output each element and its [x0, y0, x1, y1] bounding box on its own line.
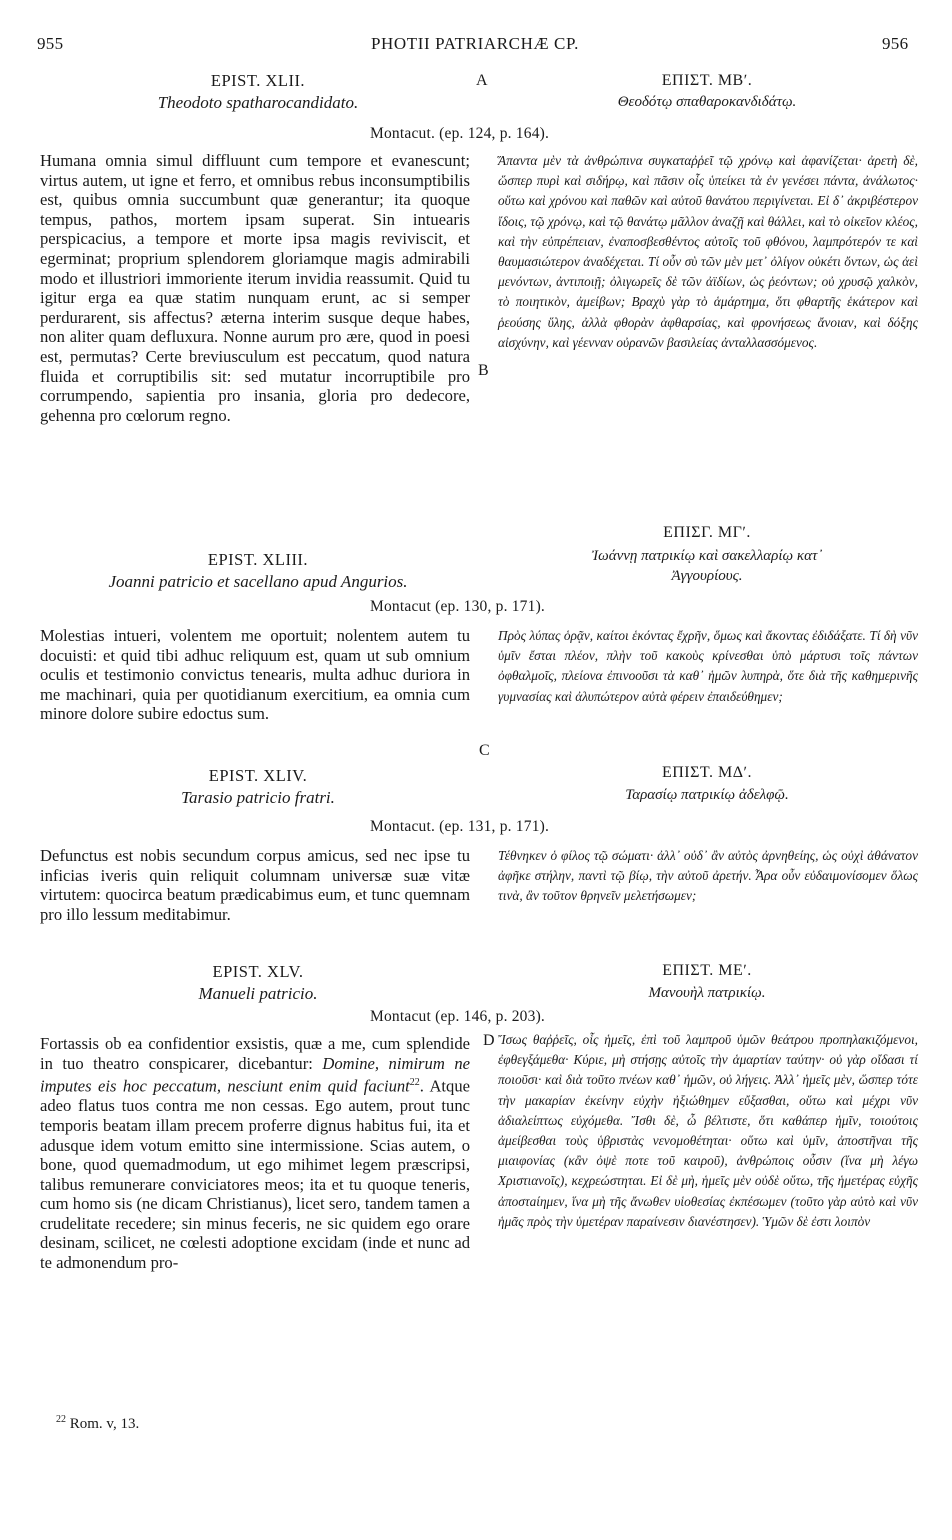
greek-heading: ΕΠΙΣΓ. ΜΓʹ.: [663, 524, 751, 541]
greek-recipient: Μανουὴλ πατρικίῳ.: [648, 985, 766, 1001]
footnote-text: Rom. v, 13.: [69, 1416, 140, 1432]
latin-text-part-a: Fortassis ob ea confidentior exsistis, quæ a me, cum splendide in tuo theatro conspicarer, dicebantur:: [40, 1034, 470, 1073]
footnote-reference: 22: [409, 1077, 420, 1089]
greek-text: Τέθνηκεν ὁ φίλος τῷ σώματι· ἀλλ᾽ οὐδ᾽ ἂν αὐτὸς ἀρνηθείης, ὡς οὐχὶ ἀθάνατον ἀφῆκε στήλην, παντὶ τῷ βίῳ, τὴν αὐτοῦ ἀρετήν. Ἆρα οὖν εὐδαιμονίσομεν ὅλως τινὰ, ἂν τοῦτον θρηνεῖν μελετήσωμεν;: [498, 848, 918, 904]
running-title: PHOTII PATRIARCHÆ CP.: [371, 34, 579, 53]
latin-text: Defunctus est nobis secundum corpus amicus, sed nec ipse tu inficias iveris quin reliquit columnam universæ suæ vitæ virtutem: quocirca beatum prædicabimus eum, et tunc quemnam pro illo lessum meditabimur.: [40, 846, 470, 924]
greek-recipient-line2: Ἀγγουρίους.: [671, 568, 743, 584]
greek-text: Πρὸς λύπας ὁρᾷν, καίτοι ἑκόντας ἔχρῆν, ὅμως καὶ ἄκοντας ἐδιδάξατε. Τί δὴ νῦν ὑμῖν ἔσται πλέον, πλὴν τοῦ κακοὺς κρίνεσθαι ὑπὸ μάρτυσι τοῖς πάντων ὀφθαλμοῖς, πλείονα ἐπινοοῦσι τὰ καθ᾽ ἡμῶν λυπηρὰ, ὅτε διὰ τῆς καθημερινῆς γυμνασίας καὶ ἀλυπώτερον αὐτὰ φέρειν ἐπαιδεύθημεν;: [498, 628, 918, 704]
montacut-reference: Montacut (ep. 130, p. 171).: [370, 598, 546, 615]
latin-recipient: Manueli patricio.: [198, 984, 318, 1003]
margin-mark-c: C: [479, 742, 490, 759]
greek-recipient: Ταρασίῳ πατρικίῳ ἀδελφῷ.: [625, 787, 789, 803]
margin-mark-d: D: [483, 1032, 495, 1049]
latin-recipient: Tarasio patricio fratri.: [181, 788, 335, 807]
latin-recipient: Theodoto spatharocandidato.: [157, 93, 359, 112]
greek-text: Ἴσως θαῤῥεῖς, οἷς ἡμεῖς, ἐπὶ τοῦ λαμπροῦ ὑμῶν θεάτρου προπηλακιζόμενοι, ἐφθεγξάμεθα· Κύριε, μὴ στήσῃς αὐτοῖς τὴν ἁμαρτίαν ταύτην· οὐ γὰρ οἴδασι τί ποιοῦσι· καὶ διὰ τοῦτο πνέων καθ᾽ ἡμῶν, οὐ λήγεις. Ἀλλ᾽ ἡμεῖς μὲν, ὥσπερ τότε τὴν μακαρίαν ἐκείνην εὐχὴν ἠξιώθημεν εὔξασθαι, οὕτω καὶ μέχρι νῦν ἀδιαλείπτως εὐχόμεθα. Ἴσθι δὲ, ὦ βέλτιστε, ὅτι καθάπερ ἡμῖν, τοιούτοις ἀμείβεσθαι τοὺς ὑβριστὰς νενομοθέτηται· οὕτω καὶ ὑμῖν, ἀποστῆναι τῆς μιαιφονίας (κἂν ὀψὲ ποτε τοῦ καιροῦ), ἀνθρώποις οὖσιν (ἵνα μὴ λέγω Χριστιανοῖς), κεχρεώστηται. Εἰ δὲ μὴ, ἡμεῖς μὲν οὐδὲ οὕτω, τῆς ἡμετέρας εὐχῆς ἀποστaίημεν, ἵνα μὴ τῆς ἄνωθεν υἱοθεσίας ἐκπέσωμεν (τοῦτο γὰρ αὐτὸ καὶ νῦν ἡμᾶς πρὸς τὴν ὑμετέραν παραίνεσιν διανέστησεν). Ὑμῶν δὲ ἐστι λοιπὸν: [498, 1032, 918, 1229]
greek-heading: ΕΠΙΣΤ. ΜΔʹ.: [661, 764, 753, 781]
margin-mark-b: B: [478, 362, 489, 379]
greek-heading: ΕΠΙΣΤ. ΜΒʹ.: [661, 72, 753, 89]
latin-heading: EPIST. XLIII.: [207, 550, 309, 569]
greek-recipient: Θεοδότῳ σπαθαροκανδιδάτῳ.: [617, 94, 797, 110]
footnote: [56, 1414, 139, 1433]
latin-recipient: Joanni patricio et sacellano apud Angurios.: [108, 572, 408, 591]
margin-mark-a: A: [476, 72, 488, 89]
latin-text-quotation: Domine, nimirum ne imputes eis hoc peccatum, nesciunt enim quid faciunt: [40, 1053, 470, 1096]
footnote-mark: 22: [56, 1414, 66, 1425]
left-page-number: 955: [37, 34, 64, 53]
latin-heading: EPIST. XLIV.: [208, 766, 308, 785]
latin-heading: EPIST. XLII.: [210, 71, 306, 90]
latin-text-part-b: . Atque adeo flatus tuos contra me non cessas. Ego autem, prout tunc temporis beatam illam precem proferre dignus habitus fui, ita et adusque idem votum emitto sine intermissione. Scias autem, o bone, quod quemadmodum, ut ego mihimet legem præscripsi, talibus remunerare conviciatores meos; ita et tu quoque teneris, cum homo sis (ne dicam Christianus), licet sero, tandem tamen a crudelitate recedere; sin minus feceris, ne sic quidem ego orare desinam, scilicet, ne cœlesti adoptione excidam (inde et nunc ad te admonendum pro-: [40, 1076, 470, 1273]
greek-text: Ἅπαντα μὲν τὰ ἀνθρώπινα συγκαταῤῥεῖ τῷ χρόνῳ καὶ ἀφανίζεται· ἀρετὴ δὲ, ὥσπερ πυρὶ καὶ σιδήρῳ, καὶ πᾶσιν οἷς ὑπείκει τὰ ἐν γενέσει πάντα, ἀνάλωτος· οὕτω καὶ χρόνου καὶ παθῶν καὶ αὐτοῦ θανάτου περιγίνεται. Εἰ δ᾽ ἀκριβέστερον ἴδοις, τῷ χρόνῳ, καὶ τῷ θανάτῳ μᾶλλον ἀναζῇ καὶ θάλλει, καὶ τὸ οἰκεῖον κλέος, καὶ τὴν εὐπρέπειαν, ἐναποσβεσθέντος αὐτοῖς τοῦ φθόνου, λαμπρότερόν τε καὶ θαυμασιώτερον ἀναδέχεται. Τί οὖν σὺ τῶν μὲν μετ᾽ ὀλίγον οὐκέτι ὄντων, ὡς ἀεὶ μενόντων, ἀντιποιῇ; ὀλιγωρεῖς δὲ τῶν ἀϊδίων, ὡς ῥεόντων; οὐ χρυσῷ χαλκὸν, τὸ ποιητικὸν, ἀμείβων; Βραχὺ γὰρ τὸ ἁμάρτημα, ὅτι φθαρτῆς ἑκάτερον καὶ ῥεούσης ὕλης, ἀλλὰ φθορὰν ἀφθαρσίας, καὶ φρονήσεως ἄνοιαν, καὶ δόξης αἰσχύνην, καὶ γέενναν οὐρανῶν βασιλείας ἀνταλλασσόμενος.: [498, 153, 918, 350]
latin-text: Molestias intueri, volentem me oportuit; nolentem autem tu docuisti: et quid tibi adhuc reliquum est, quam ut sub omnium oculis et testimonio convictus tenearis, multa adhuc duriora in me machinari, quia per quotidianum exercitium, ea omnia cum minore dolore subire edoctus sum.: [40, 626, 470, 724]
latin-text: [40, 1034, 470, 1273]
latin-heading: EPIST. XLV.: [212, 962, 304, 981]
latin-text: Humana omnia simul diffluunt cum tempore et evanescunt; virtus autem, ut igne et ferro, et omnibus rebus inconsumptibilis est, quibus omnia succumbunt quæ generantur; ita quoque tempus, pathos, mortem ipsam superat. Sin intuearis perspicacius, a tempore et morte ipsa magis reviviscit, et egerminat; proprium splendorem gloriamque magis admirabili modo et illustriori immoriente iterum invidia reassumit. Quid tu igitur erga ea quæ statim nunquam erunt, ac si semper perdurarent, sis affectus? æterna interim susque deque habes, non aliter quam defluxura. Nonne aurum pro ære, quod in poesi est, permutas? Certe breviusculum est peccatum, quod natura fluida et corruptibilis sit: sed mutatur incorruptibile pro corrumpendo, sapientia pro insania, gloria pro dedecore, gehenna pro cœlorum regno.: [40, 151, 470, 425]
montacut-reference: Montacut. (ep. 124, p. 164).: [370, 125, 550, 142]
greek-heading: ΕΠΙΣΤ. ΜΕʹ.: [662, 962, 752, 979]
greek-recipient-line1: Ἰωάννῃ πατρικίῳ καὶ σακελλαρίῳ κατ᾽: [591, 548, 823, 564]
right-page-number: 956: [882, 34, 909, 53]
montacut-reference: Montacut (ep. 146, p. 203).: [370, 1008, 546, 1025]
montacut-reference: Montacut. (ep. 131, p. 171).: [370, 818, 550, 835]
